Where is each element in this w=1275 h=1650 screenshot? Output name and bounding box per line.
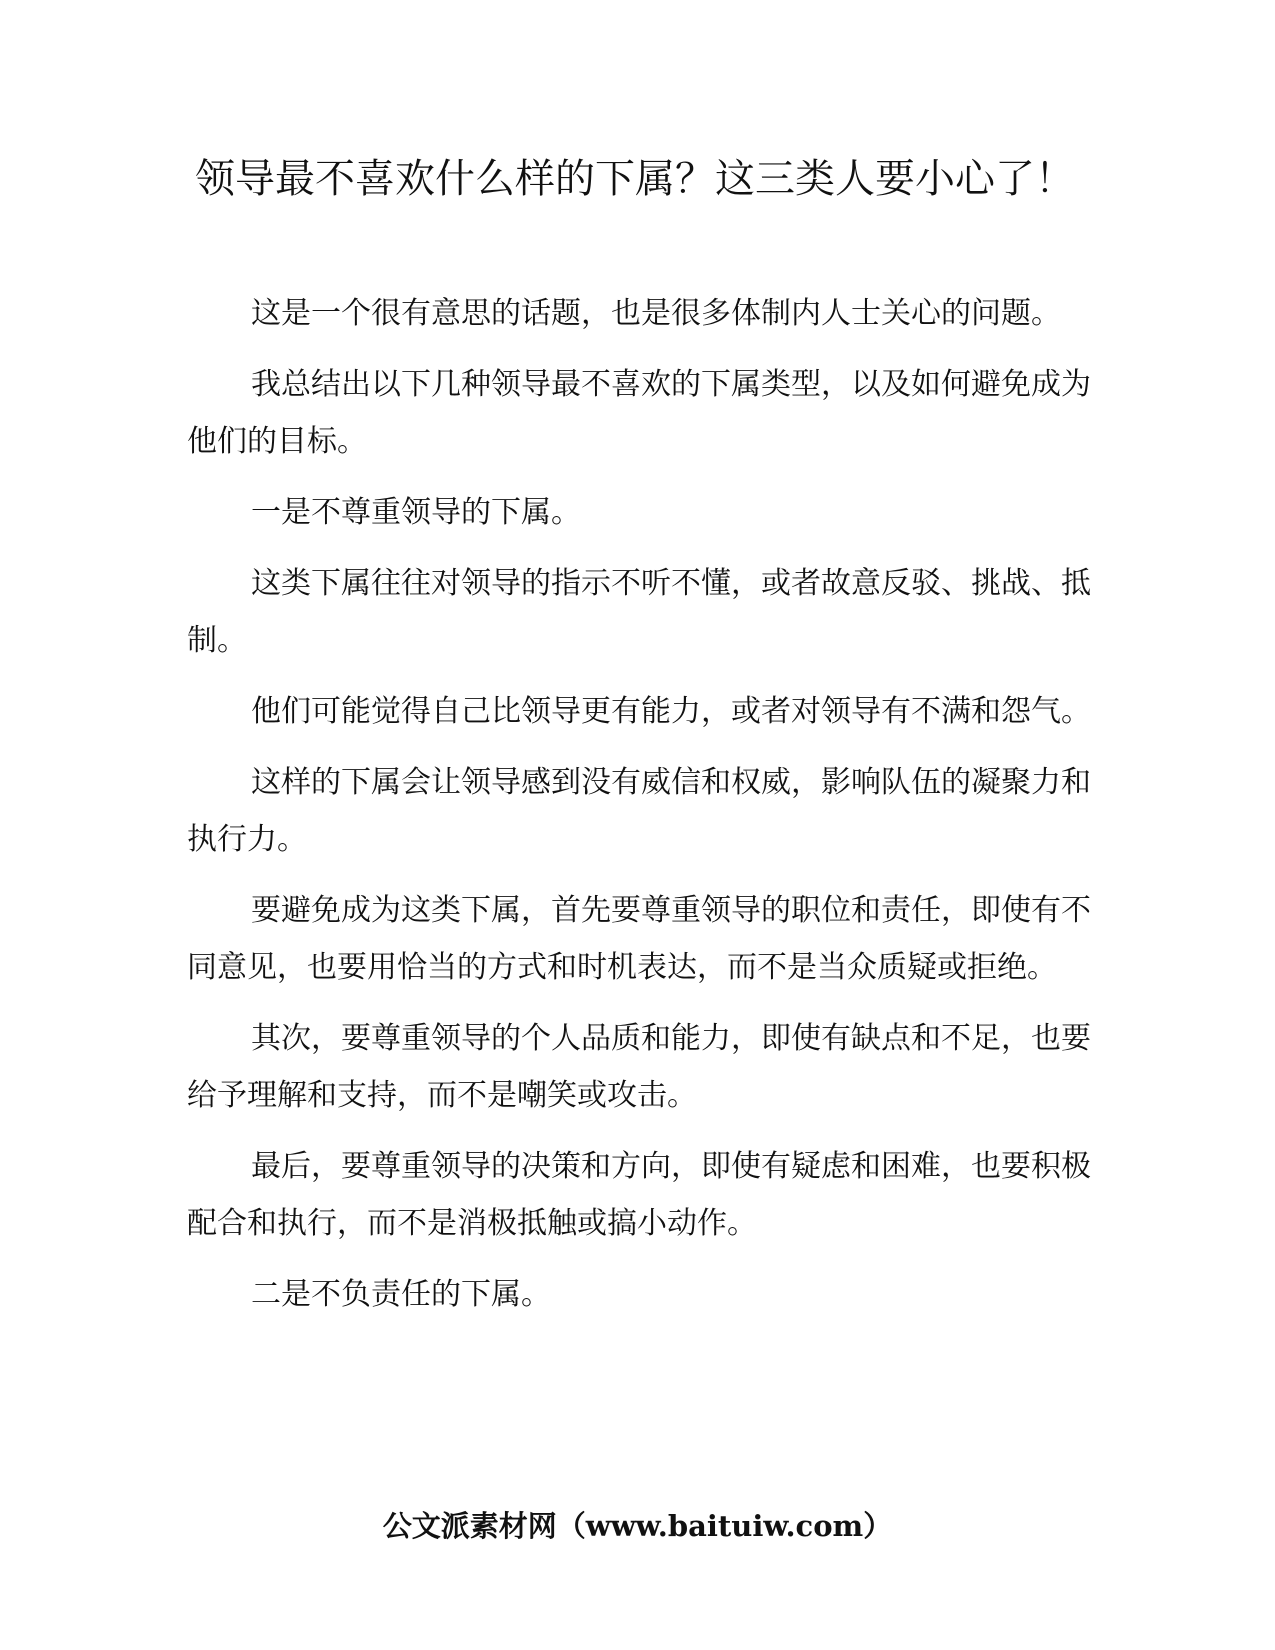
- page-footer-watermark: 公文派素材网（www.baituiw.com）: [382, 1509, 893, 1543]
- paragraph: 这类下属往往对领导的指示不听不懂，或者故意反驳、挑战、抵制。: [187, 566, 1091, 658]
- paragraph: 一是不尊重领导的下属。: [251, 495, 581, 530]
- paragraph: 我总结出以下几种领导最不喜欢的下属类型，以及如何避免成为他们的目标。: [187, 367, 1091, 459]
- paragraph: 这样的下属会让领导感到没有威信和权威，影响队伍的凝聚力和执行力。: [187, 765, 1091, 857]
- document-title: 领导最不喜欢什么样的下属？这三类人要小心了！: [195, 156, 1075, 202]
- paragraph: 二是不负责任的下属。: [251, 1277, 551, 1312]
- document-body: [187, 285, 1091, 1337]
- paragraph: 其次，要尊重领导的个人品质和能力，即使有缺点和不足，也要给予理解和支持，而不是嘲笑或攻击。: [187, 1021, 1091, 1113]
- paragraph: 这是一个很有意思的话题，也是很多体制内人士关心的问题。: [251, 296, 1061, 331]
- paragraph: 他们可能觉得自己比领导更有能力，或者对领导有不满和怨气。: [251, 694, 1091, 729]
- paragraph: 最后，要尊重领导的决策和方向，即使有疑虑和困难，也要积极配合和执行，而不是消极抵触或搞小动作。: [187, 1149, 1091, 1241]
- paragraph: 要避免成为这类下属，首先要尊重领导的职位和责任，即使有不同意见，也要用恰当的方式和时机表达，而不是当众质疑或拒绝。: [187, 893, 1091, 985]
